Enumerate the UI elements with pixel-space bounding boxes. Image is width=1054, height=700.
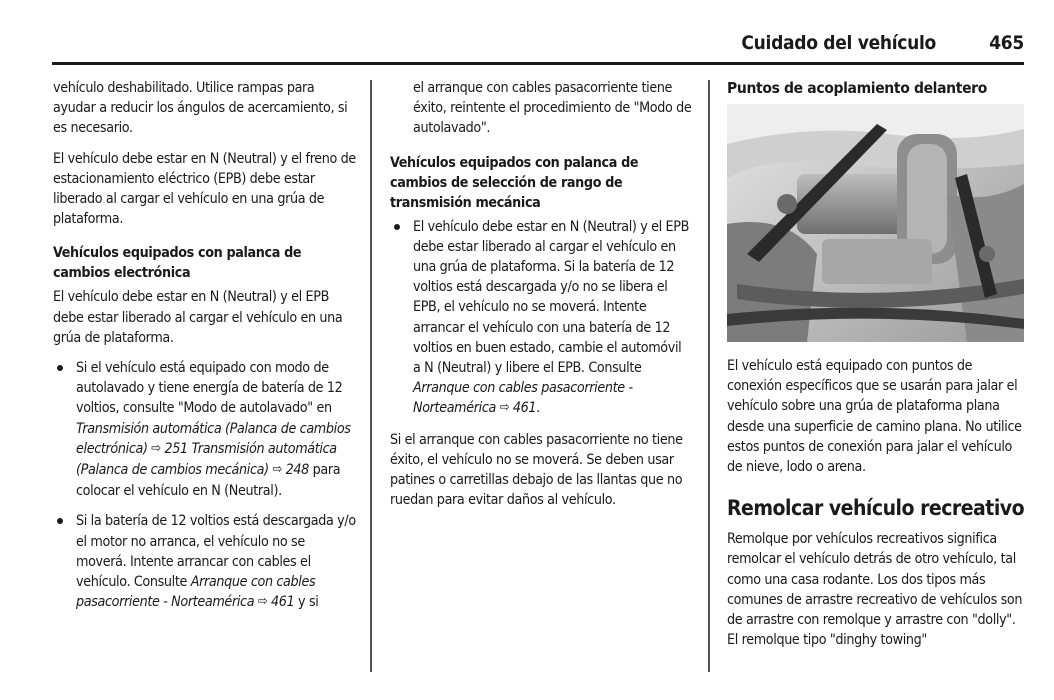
cross-reference-link[interactable]: Arranque con cables pasacorriente - Norteamérica: [76, 574, 316, 611]
section-title: Cuidado del vehículo: [741, 32, 936, 54]
bullet-text: El vehículo debe estar en N (Neutral) y el EPB debe estar liberado al cargar el vehículo en una grúa de plataforma. Si la batería de 12 voltios está descargada y/o no se libera el EPB, el vehículo no se moverá. Intente arrancar el vehículo con una batería de 12 voltios en buen estado, cambie el automóvil a N (Neutral) y libere el EPB. Consulte: [413, 218, 690, 377]
page-reference[interactable]: 461: [271, 594, 295, 611]
list-item: [53, 358, 358, 501]
bullet-list: [53, 358, 358, 613]
page-number: 465: [989, 32, 1024, 54]
list-item: El vehículo debe estar en N (Neutral) y el EPB debe estar liberado al cargar el vehículo en una grúa de plataforma. Si la batería de 12 voltios está descargada y/o no se libera el EPB, el vehículo no se moverá. Intente arrancar el vehículo con una batería de 12 voltios en buen estado, cambie el automóvil a N (Neutral) y libere el EPB. Consulte Arranque con cables pasacorriente - Norteamérica ⇨ 461.: [390, 217, 692, 420]
cross-reference-link[interactable]: Transmisión automática (Palanca de cambios electrónica): [76, 420, 351, 457]
bullet-text: Si el vehículo está equipado con modo de autolavado y tiene energía de batería de 12 voltios, consulte "Modo de autolavado" en: [76, 360, 343, 417]
bullet-text: Si la batería de 12 voltios está descargada y/o el motor no arranca, el vehículo no se moverá. Intente arrancar con cables el vehículo. Consulte: [76, 513, 356, 591]
tow-points-photo: [727, 104, 1024, 342]
page-arrow-icon: ⇨: [499, 400, 510, 416]
column-3: [727, 78, 1029, 660]
section-heading: Remolcar vehículo recreativo: [727, 496, 1025, 521]
bullet-text: y si: [298, 594, 319, 611]
paragraph: El vehículo debe estar en N (Neutral) y el freno de estacionamiento eléctrico (EPB) debe estar liberado al cargar el vehículo en una grúa de plataforma.: [53, 150, 356, 228]
page-arrow-icon: ⇨: [257, 594, 268, 610]
cross-reference-link[interactable]: Arranque con cables pasacorriente - Norteamérica: [413, 380, 633, 417]
page-reference[interactable]: 251: [164, 440, 188, 457]
page-reference[interactable]: 461: [512, 400, 537, 417]
column-divider: [708, 80, 710, 672]
running-header: [720, 30, 1024, 58]
header-rule: [52, 62, 1024, 65]
paragraph: El vehículo está equipado con puntos de conexión específicos que se usarán para jalar el vehículo sobre una grúa de plataforma plana desde una superficie de camino plana. No utilice estos puntos de conexión para jalar el vehículo de nieve, lodo o arena.: [727, 358, 1022, 476]
paragraph: El vehículo debe estar en N (Neutral) y el EPB debe estar liberado al cargar el vehículo en una grúa de plataforma.: [53, 289, 343, 346]
paragraph: Si el arranque con cables pasacorriente no tiene éxito, el vehículo no se moverá. Se deben usar patines o carretillas debajo de las llantas que no ruedan para evitar daños al vehículo.: [390, 431, 683, 509]
page-reference[interactable]: 248: [285, 462, 309, 479]
page-arrow-icon: ⇨: [151, 440, 161, 456]
subheading: Vehículos equipados con palanca de cambios electrónica: [53, 245, 302, 282]
column-1: [53, 78, 358, 623]
paragraph-continued: el arranque con cables pasacorriente tiene éxito, reintente el procedimiento de "Modo de autolavado".: [413, 80, 692, 137]
column-divider: [370, 80, 372, 672]
subheading: Puntos de acoplamiento delantero: [727, 79, 987, 97]
vehicle-underside-illustration: [727, 104, 1024, 342]
page-arrow-icon: ⇨: [272, 462, 282, 478]
column-2: [390, 78, 692, 520]
subheading: Vehículos equipados con palanca de cambios de selección de rango de transmisión mecánica: [390, 154, 639, 211]
paragraph: vehículo deshabilitado. Utilice rampas para ayudar a reducir los ángulos de acercamiento, si es necesario.: [53, 80, 348, 137]
bullet-list: [390, 217, 692, 420]
bullet-text: para colocar el vehículo en N (Neutral).: [76, 462, 341, 500]
cross-reference-link[interactable]: Transmisión automática (Palanca de cambios mecánica): [76, 440, 337, 479]
list-item: [53, 511, 358, 613]
paragraph: Remolque por vehículos recreativos significa remolcar el vehículo detrás de otro vehículo, tal como una casa rodante. Los dos tipos más comunes de arrastre recreativo de vehículos son de arrastre con remolque y arrastre con "dolly". El remolque tipo "dinghy towing": [727, 531, 1023, 649]
